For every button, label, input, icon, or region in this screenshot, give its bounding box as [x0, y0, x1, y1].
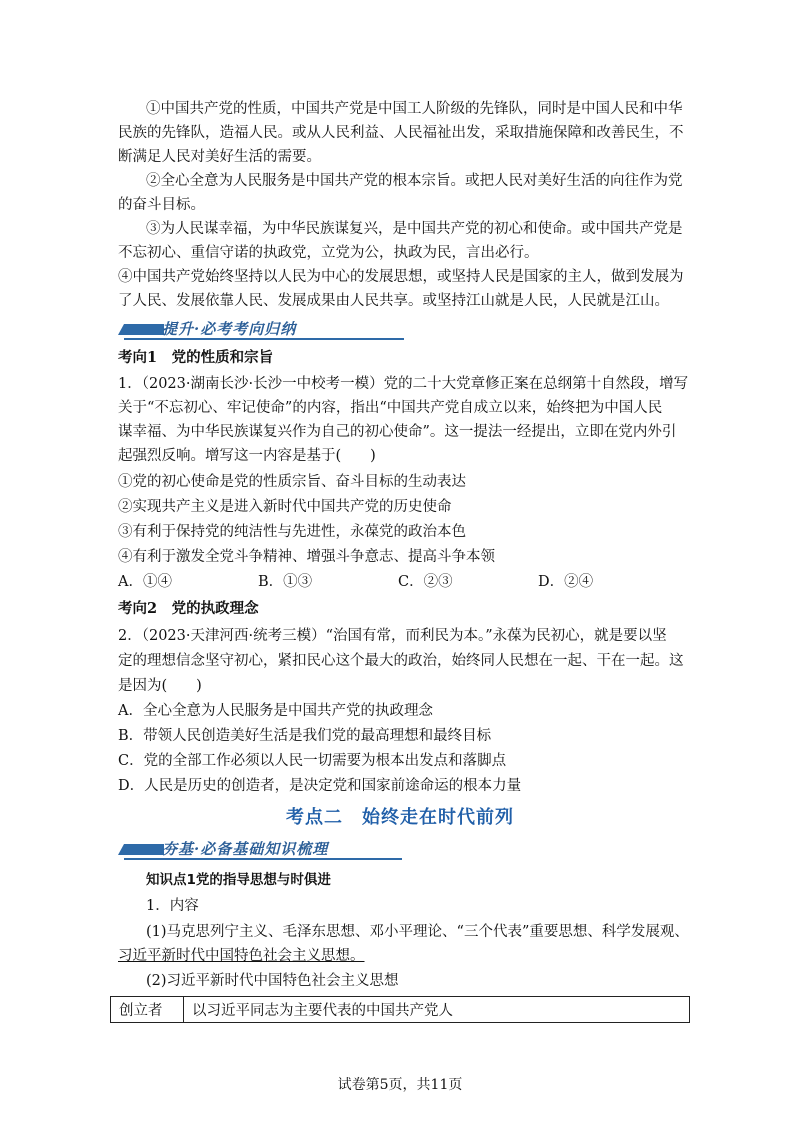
q1-heading: 考向1 党的性质和宗旨 [118, 349, 274, 366]
knowledge-subheading: 1．内容 [146, 898, 199, 914]
q2-option-b[interactable]: B．带领人民创造美好生活是我们党的最高理想和最终目标 [118, 728, 492, 744]
q1-statement: ②实现共产主义是进入新时代中国共产党的历史使命 [118, 499, 452, 515]
intro-line: 民族的先锋队，造福人民。或从人民利益、人民福祉出发，采取措施保障和改善民生，不 [118, 125, 684, 141]
intro-line: 的奋斗目标。 [118, 197, 205, 213]
knowledge-item-line: (2)习近平新时代中国特色社会主义思想 [146, 973, 399, 989]
section-banner-tisheng [124, 318, 404, 340]
table-cell-value: 以习近平同志为主要代表的中国共产党人 [184, 997, 690, 1023]
intro-line: 断满足人民对美好生活的需要。 [118, 149, 321, 165]
knowledge-heading: 知识点1党的指导思想与时俱进 [146, 872, 331, 888]
q1-option-a[interactable]: A．①④ [118, 574, 172, 590]
q1-statement: ③有利于保持党的纯洁性与先进性，永葆党的政治本色 [118, 524, 466, 540]
banner-bar-icon [124, 844, 164, 855]
q2-stem-line: 2．（2023·天津河西·统考三模）“治国有常，而利民为本。”永葆为民初心，就是要以坚 [118, 628, 667, 644]
intro-line: ④中国共产党始终坚持以人民为中心的发展思想，或坚持人民是国家的主人，做到发展为 [118, 269, 684, 285]
q2-option-c[interactable]: C．党的全部工作必须以人民一切需要为根本出发点和落脚点 [118, 753, 507, 769]
info-table [110, 996, 690, 1023]
q2-option-d[interactable]: D．人民是历史的创造者，是决定党和国家前途命运的根本力量 [118, 778, 522, 794]
intro-line: 了人民、发展依靠人民、发展成果由人民共享。或坚持江山就是人民，人民就是江山。 [118, 293, 669, 309]
intro-line: ①中国共产党的性质，中国共产党是中国工人阶级的先锋队，同时是中国人民和中华 [146, 101, 683, 117]
q1-statement: ①党的初心使命是党的性质宗旨、奋斗目标的生动表达 [118, 474, 466, 490]
page-footer: 试卷第5页，共11页 [337, 1077, 463, 1093]
table-row [111, 997, 690, 1023]
q1-option-c[interactable]: C．②③ [398, 574, 453, 590]
q2-option-a[interactable]: A．全心全意为人民服务是中国共产党的执政理念 [118, 703, 433, 719]
q2-stem-line: 是因为( ) [118, 678, 202, 694]
q1-stem-line: 谋幸福、为中华民族谋复兴作为自己的初心使命”。这一提法一经提出，立即在党内外引 [118, 424, 677, 440]
knowledge-item-underlined: 习近平新时代中国特色社会主义思想。 [118, 948, 365, 964]
banner-title: 夯基·必备基础知识梳理 [162, 840, 329, 858]
q1-statement: ④有利于激发全党斗争精神、增强斗争意志、提高斗争本领 [118, 549, 495, 565]
q1-stem-line: 关于“不忘初心、牢记使命”的内容，指出“中国共产党自成立以来，始终把为中国人民 [118, 400, 663, 416]
q1-stem-line: 起强烈反响。增写这一内容是基于( ) [118, 448, 376, 464]
intro-line: ③为人民谋幸福，为中华民族谋复兴，是中国共产党的初心和使命。或中国共产党是 [146, 221, 683, 237]
table-cell-key: 创立者 [111, 997, 184, 1023]
knowledge-item-line: (1)马克思列宁主义、毛泽东思想、邓小平理论、“三个代表”重要思想、科学发展观、 [146, 924, 689, 940]
banner-title: 提升·必考考向归纳 [162, 320, 297, 338]
banner-rule [124, 858, 402, 860]
q1-option-d[interactable]: D．②④ [538, 574, 594, 590]
q2-stem-line: 定的理想信念坚守初心，紧扣民心这个最大的政治，始终同人民想在一起、干在一起。这 [118, 653, 684, 669]
section-banner-hangji [124, 838, 402, 860]
q1-stem-line: 1．（2023·湖南长沙·长沙一中校考一模）党的二十大党章修正案在总纲第十自然段，增写 [118, 376, 689, 392]
intro-line: ②全心全意为人民服务是中国共产党的根本宗旨。或把人民对美好生活的向往作为党 [146, 173, 683, 189]
q2-heading: 考向2 党的执政理念 [118, 600, 259, 617]
section-title: 考点二 始终走在时代前列 [286, 807, 514, 828]
q1-option-b[interactable]: B．①③ [258, 574, 313, 590]
intro-line: 不忘初心、重信守诺的执政党，立党为公，执政为民，言出必行。 [118, 245, 539, 261]
banner-bar-icon [124, 324, 164, 335]
banner-rule [124, 338, 404, 340]
